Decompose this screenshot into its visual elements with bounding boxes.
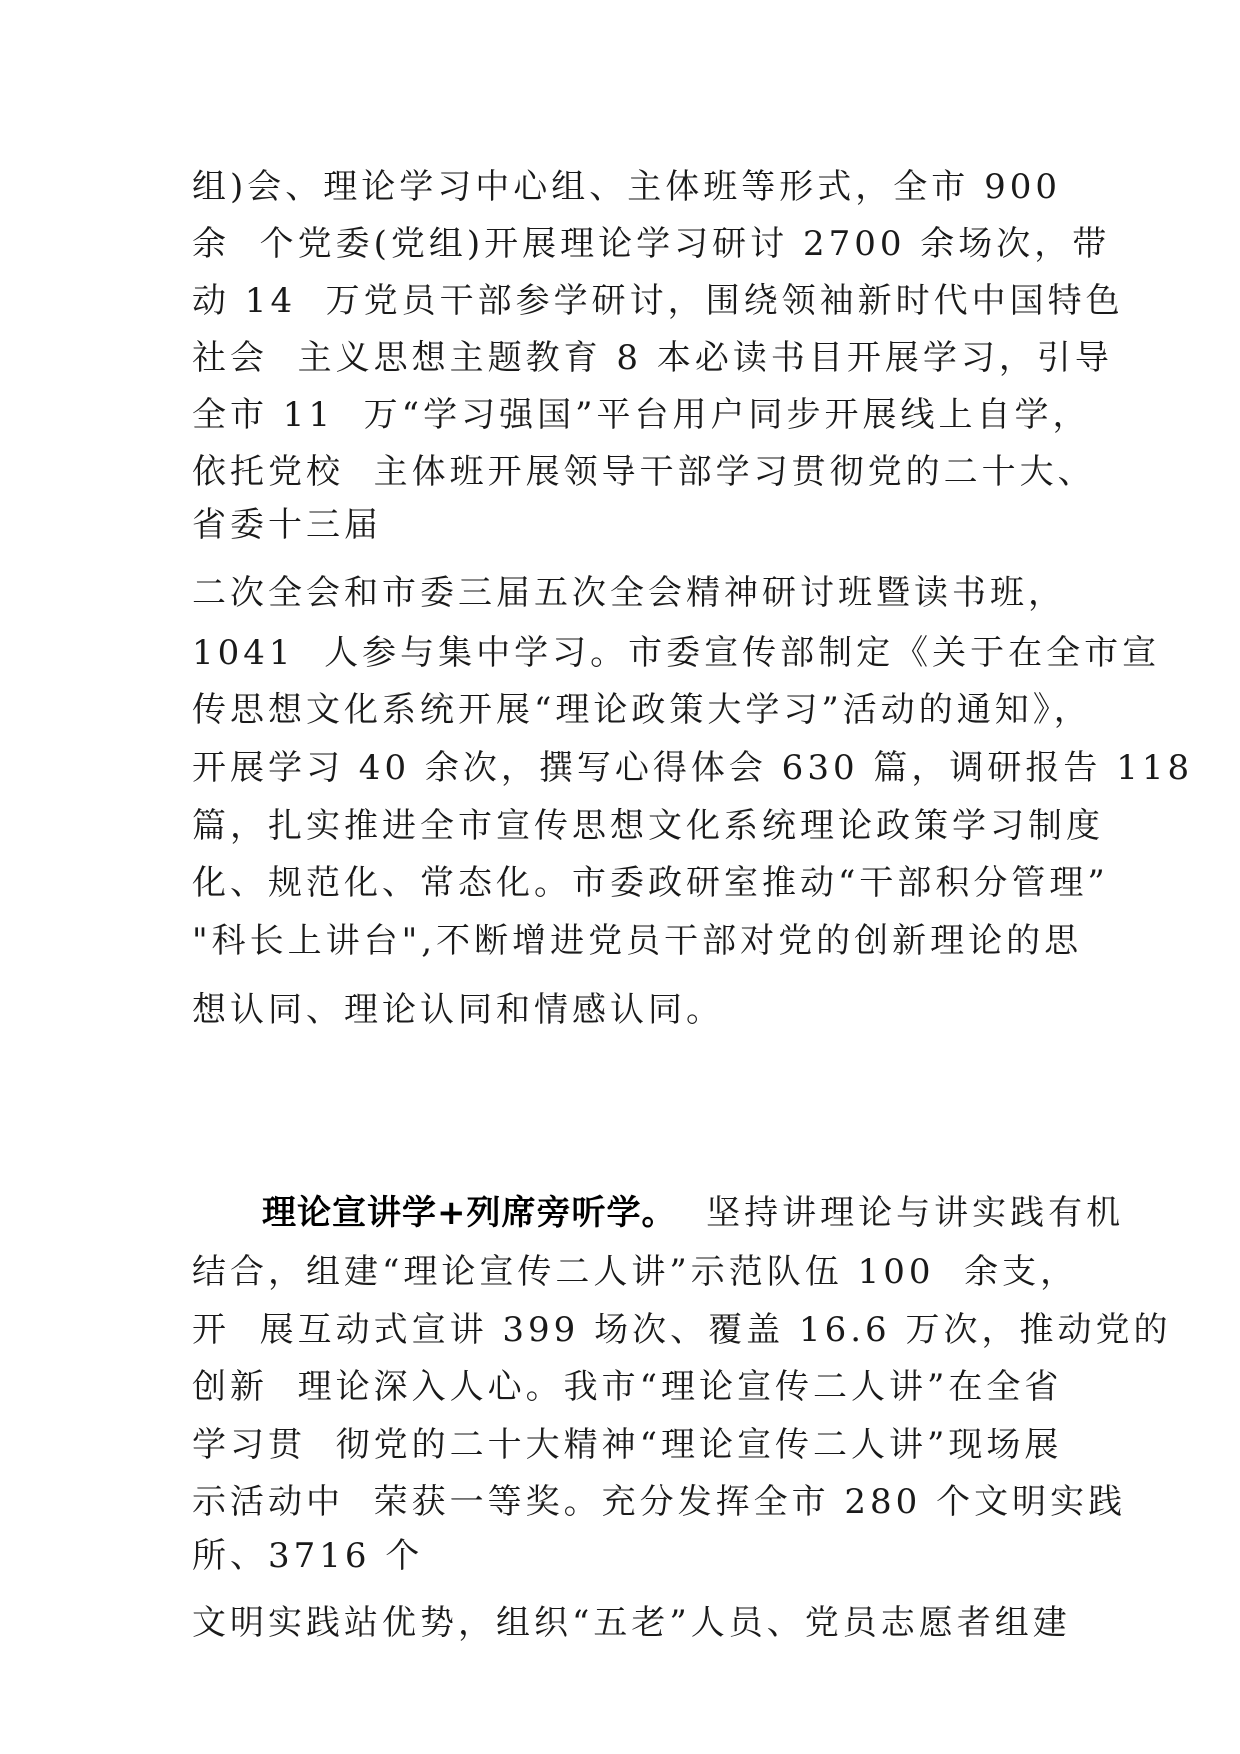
paragraph-line: 文明实践站优势，组织“五老”人员、党员志愿者组建: [192, 1603, 1071, 1643]
paragraph-line: 篇，扎实推进全市宣传思想文化系统理论政策学习制度: [192, 806, 1104, 846]
paragraph-line: 依托党校 主体班开展领导干部学习贯彻党的二十大、: [192, 452, 1096, 492]
paragraph-line: 想认同、理论认同和情感认同。: [192, 990, 724, 1030]
paragraph-line: 开 展互动式宣讲 399 场次、覆盖 16.6 万次，推动党的: [192, 1310, 1172, 1350]
section-heading: 理论宣讲学+列席旁听学。: [262, 1193, 677, 1233]
paragraph-line: 开展学习 40 余次，撰写心得体会 630 篇，调研报告 118: [192, 748, 1194, 788]
paragraph-line: 二次全会和市委三届五次全会精神研讨班暨读书班，: [192, 573, 1066, 613]
paragraph-line: 动 14 万党员干部参学研讨，围绕领袖新时代中国特色: [192, 281, 1124, 321]
paragraph-line: 省委十三届: [192, 505, 382, 545]
section-first-line-text: 坚持讲理论与讲实践有机: [676, 1193, 1125, 1233]
paragraph-line: 化、规范化、常态化。市委政研室推动“干部积分管理”: [192, 863, 1109, 903]
paragraph-line: 全市 11 万“学习强国”平台用户同步开展线上自学，: [192, 395, 1091, 435]
paragraph-line: 社会 主义思想主题教育 8 本必读书目开展学习，引导: [192, 338, 1113, 378]
paragraph-line: 1041 人参与集中学习。市委宣传部制定《关于在全市宣: [192, 633, 1161, 673]
paragraph-line: 创新 理论深入人心。我市“理论宣传二人讲”在全省: [192, 1367, 1063, 1407]
paragraph-line: 余 个党委(党组)开展理论学习研讨 2700 余场次，带: [192, 224, 1111, 264]
paragraph-line: 组)会、理论学习中心组、主体班等形式，全市 900: [192, 167, 1061, 207]
paragraph-line: 传思想文化系统开展“理论政策大学习”活动的通知》，: [192, 690, 1092, 730]
paragraph-line: "科长上讲台",不断增进党员干部对党的创新理论的思: [192, 921, 1083, 961]
section-first-line: [262, 1193, 1124, 1233]
paragraph-line: 学习贯 彻党的二十大精神“理论宣传二人讲”现场展: [192, 1425, 1063, 1465]
paragraph-line: 所、3716 个: [192, 1536, 424, 1576]
paragraph-line: 结合，组建“理论宣传二人讲”示范队伍 100 余支，: [192, 1252, 1079, 1292]
paragraph-line: 示活动中 荣获一等奖。充分发挥全市 280 个文明实践: [192, 1482, 1127, 1522]
